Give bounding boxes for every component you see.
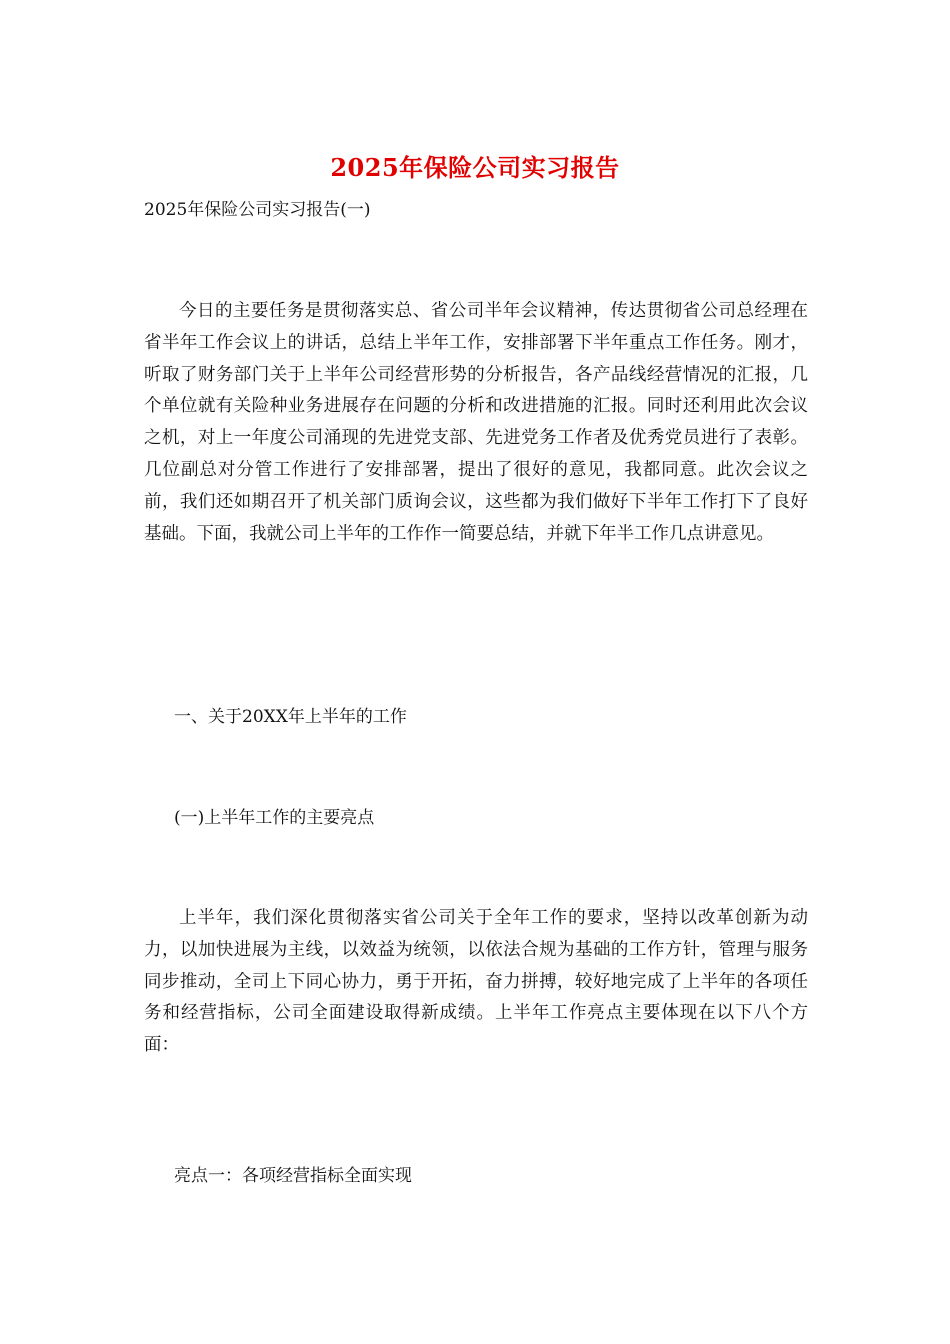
paragraph-intro: 今日的主要任务是贯彻落实总、省公司半年会议精神，传达贯彻省公司总经理在省半年工作会议上的讲话，总结上半年工作，安排部署下半年重点工作任务。刚才，听取了财务部门关于上半年公司经营形势的分析报告，各产品线经营情况的汇报，几个单位就有关险种业务进展存在问题的分析和改进措施的汇报。同时还利用此次会议之机，对上一年度公司涌现的先进党支部、先进党务工作者及优秀党员进行了表彰。几位副总对分管工作进行了安排部署，提出了很好的意见，我都同意。此次会议之前，我们还如期召开了机关部门质询会议，这些都为我们做好下半年工作打下了良好基础。下面，我就公司上半年的工作作一简要总结，并就下年半工作几点讲意见。 — [144, 301, 808, 544]
paragraph-highlights: 上半年，我们深化贯彻落实省公司关于全年工作的要求，坚持以改革创新为动力，以加快进展为主线，以效益为统领，以依法合规为基础的工作方针，管理与服务同步推动，全司上下同心协力，勇于开拓，奋力拼搏，较好地完成了上半年的各项任务和经营指标，公司全面建设取得新成绩。上半年工作亮点主要体现在以下八个方面： — [144, 908, 808, 1056]
document-subtitle: 2025年保险公司实习报告(一) — [144, 200, 371, 220]
highlight-heading-1: 亮点一：各项经营指标全面实现 — [174, 1166, 412, 1186]
subsection-heading: (一)上半年工作的主要亮点 — [174, 808, 375, 828]
document-title: 2025年保险公司实习报告 — [330, 153, 620, 182]
section-heading-1: 一、关于20XX年上半年的工作 — [174, 707, 407, 727]
